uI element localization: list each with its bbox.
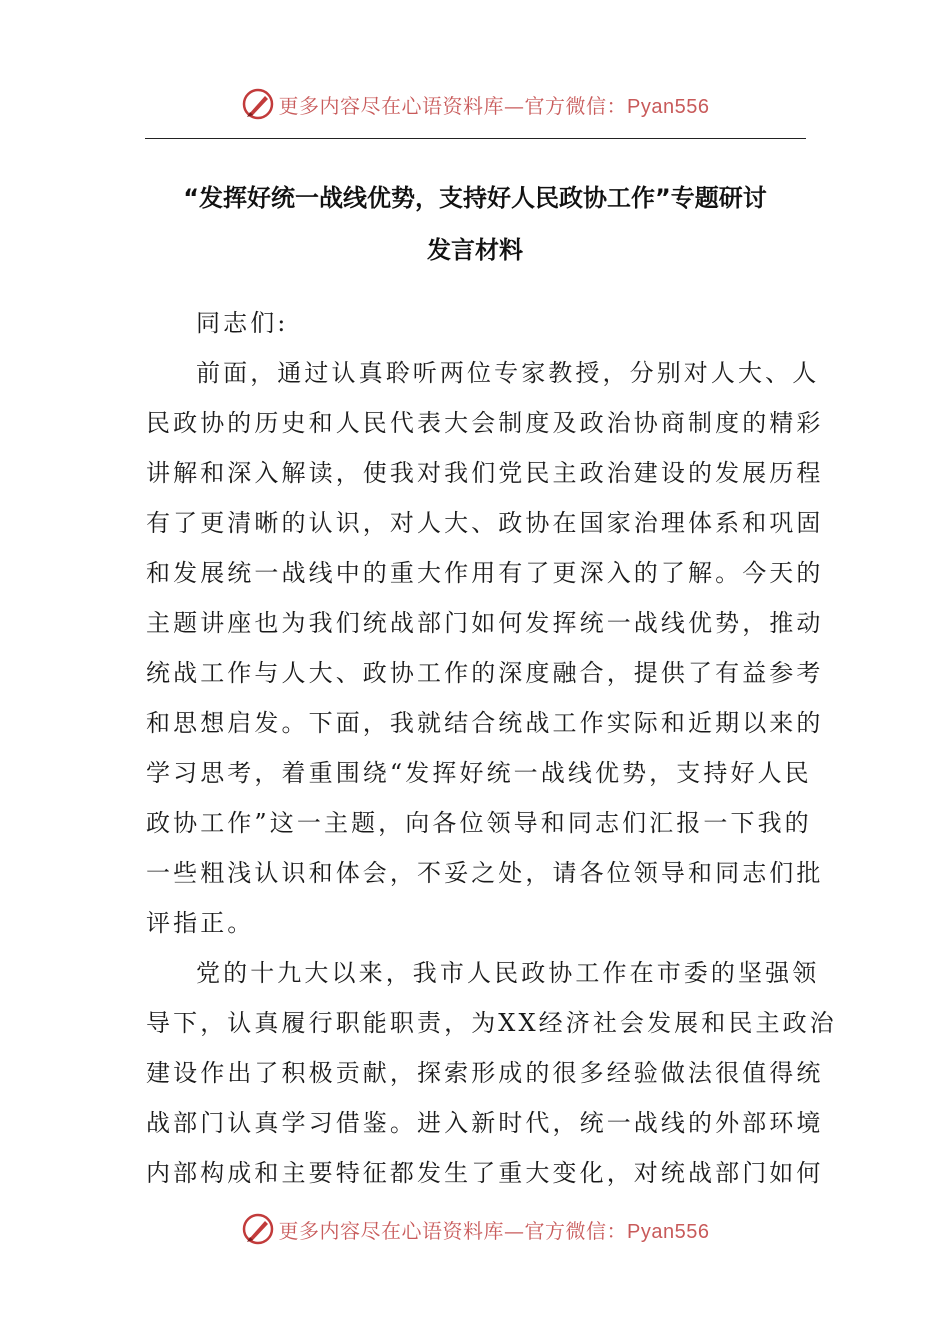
paragraph-line: 统战工作与人大、政协工作的深度融合，提供了有益参考: [146, 659, 824, 687]
paragraph-line: 党的十九大以来，我市人民政协工作在市委的坚强领: [196, 959, 820, 987]
paragraph-line: 建设作出了积极贡献，探索形成的很多经验做法很值得统: [146, 1059, 824, 1087]
document-body: [146, 298, 837, 1198]
document-title-line2: 发言材料: [427, 236, 523, 264]
pen-logo-icon: [241, 1212, 275, 1246]
pen-logo-icon: [241, 87, 275, 121]
banner-text: 更多内容尽在心语资料库—官方微信：Pyan556: [278, 1218, 710, 1243]
paragraph-line: 和发展统一战线中的重大作用有了更深入的了解。今天的: [146, 559, 824, 587]
paragraph-line: 学习思考，着重围绕“发挥好统一战线优势，支持好人民: [146, 759, 812, 787]
paragraph-line: 前面，通过认真聆听两位专家教授，分别对人大、人: [196, 359, 820, 387]
paragraph-line: 有了更清晰的认识，对人大、政协在国家治理体系和巩固: [146, 509, 824, 537]
document-title-line1: “发挥好统一战线优势，支持好人民政协工作”专题研讨: [183, 184, 767, 212]
footer-banner: [0, 1207, 950, 1251]
paragraph-line: 和思想启发。下面，我就结合统战工作实际和近期以来的: [146, 709, 824, 737]
paragraph-line: 政协工作”这一主题，向各位领导和同志们汇报一下我的: [146, 809, 812, 837]
paragraph-line: 民政协的历史和人民代表大会制度及政治协商制度的精彩: [146, 409, 824, 437]
paragraph-line: 导下，认真履行职能职责，为XX经济社会发展和民主政治: [146, 1009, 837, 1037]
header-banner: [0, 82, 950, 126]
paragraph-line: 战部门认真学习借鉴。进入新时代，统一战线的外部环境: [146, 1109, 824, 1137]
paragraph-line: 一些粗浅认识和体会，不妥之处，请各位领导和同志们批: [146, 859, 824, 887]
paragraph-line: 评指正。: [146, 909, 255, 937]
paragraph-line: 讲解和深入解读，使我对我们党民主政治建设的发展历程: [146, 459, 824, 487]
paragraph-line: 内部构成和主要特征都发生了重大变化，对统战部门如何: [146, 1159, 824, 1187]
salutation: 同志们:: [196, 309, 289, 337]
banner-text: 更多内容尽在心语资料库—官方微信：Pyan556: [278, 93, 710, 118]
header-divider: [145, 138, 806, 139]
paragraph-line: 主题讲座也为我们统战部门如何发挥统一战线优势，推动: [146, 609, 824, 637]
